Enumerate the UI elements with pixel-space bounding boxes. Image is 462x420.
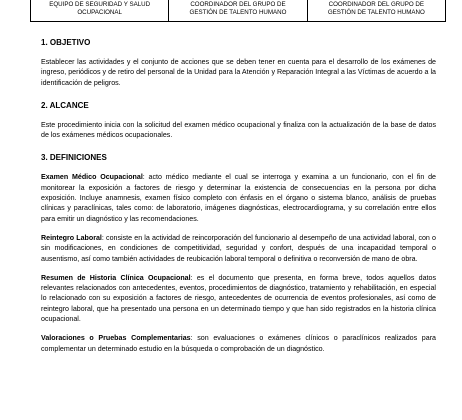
definition-term: Reintegro Laboral <box>41 233 102 242</box>
definition-reintegro-laboral <box>41 233 436 264</box>
definition-term: Examen Médico Ocupacional <box>41 173 143 182</box>
header-cell-1-line-2: OCUPACIONAL <box>77 8 122 16</box>
definition-text: : es el documento que presenta, en forma breve, todos aquellos datos relevantes relacionados con antecedentes, eventos, procedimientos de diagnóstico, tratamiento y rehabilitación, en especial lo relacionado con su exposición a factores de riesgo, antecedentes de ocurrencia de eventos profesionales, así como de reintegro laboral, que ha presentado una persona en un determinado tiempo y que han sido registrados en la historia clínica ocupacional. <box>41 273 437 324</box>
section-title-objetivo: 1. OBJETIVO <box>41 38 91 47</box>
definition-valoraciones <box>41 333 436 354</box>
header-cell-1 <box>31 0 169 21</box>
header-cell-1-line-1: EQUIPO DE SEGURIDAD Y SALUD <box>49 1 151 8</box>
definition-examen-medico <box>41 172 436 223</box>
definition-text: : consiste en la actividad de reincorporación del funcionario al desempeño de una actividad laboral, con o sin modificaciones, en condiciones de competitividad, seguridad y confort, después de una incapacidad temporal o ausentismo, así como también actividades de reubicación laboral temporal o definitiva o reconversión de mano de obra. <box>41 233 436 263</box>
section-title-alcance: 2. ALCANCE <box>41 100 89 110</box>
definition-text: : acto médico mediante el cual se interroga y examina a un funcionario, con el fin de monitorear la exposición a factores de riesgo y determinar la existencia de consecuencias en la persona por dicha exposición. Incluye anamnesis, examen físico completo con énfasis en el órgano o sistema blanco, análisis de pruebas clínicas y paraclínicas, tales como: de laboratorio, imágenes diagnósticas, electrocardiograma, y su correlación entre ellos para emitir un diagnóstico y las recomendaciones. <box>41 173 436 223</box>
header-cell-3-line-2: GESTIÓN DE TALENTO HUMANO <box>327 8 425 16</box>
section-title-definiciones: 3. DEFINICIONES <box>41 153 107 163</box>
header-cell-2-line-2: GESTIÓN DE TALENTO HUMANO <box>189 8 287 16</box>
header-cell-2 <box>169 0 307 21</box>
alcance-text: Este procedimiento inicia con la solicitud del examen médico ocupacional y finaliza con la actualización de la base de datos de los exámenes médicos ocupacionales. <box>41 120 436 140</box>
definition-term: Valoraciones o Pruebas Complementarias <box>41 334 191 343</box>
definition-resumen-historia <box>41 273 436 324</box>
objetivo-text: Establecer las actividades y el conjunto de acciones que se deben tener en cuenta para el desarrollo de los exámenes de ingreso, periódicos y de retiro del personal de la Unidad para la Atención y Reparación Integral a las Víctimas de acuerdo a la identificación de peligros. <box>41 58 436 87</box>
header-cell-3 <box>308 0 445 21</box>
header-table <box>30 0 446 22</box>
definition-text: : son evaluaciones o exámenes clínicos o paraclínicos realizados para complementar un determinado estudio en la búsqueda o comprobación de un diagnóstico. <box>41 334 436 353</box>
definition-term: Resumen de Historia Clínica Ocupacional <box>41 273 191 282</box>
header-cell-3-line-1: COORDINADOR DEL GRUPO DE <box>328 1 424 8</box>
header-cell-2-line-1: COORDINADOR DEL GRUPO DE <box>190 1 286 8</box>
document-body <box>41 38 436 354</box>
